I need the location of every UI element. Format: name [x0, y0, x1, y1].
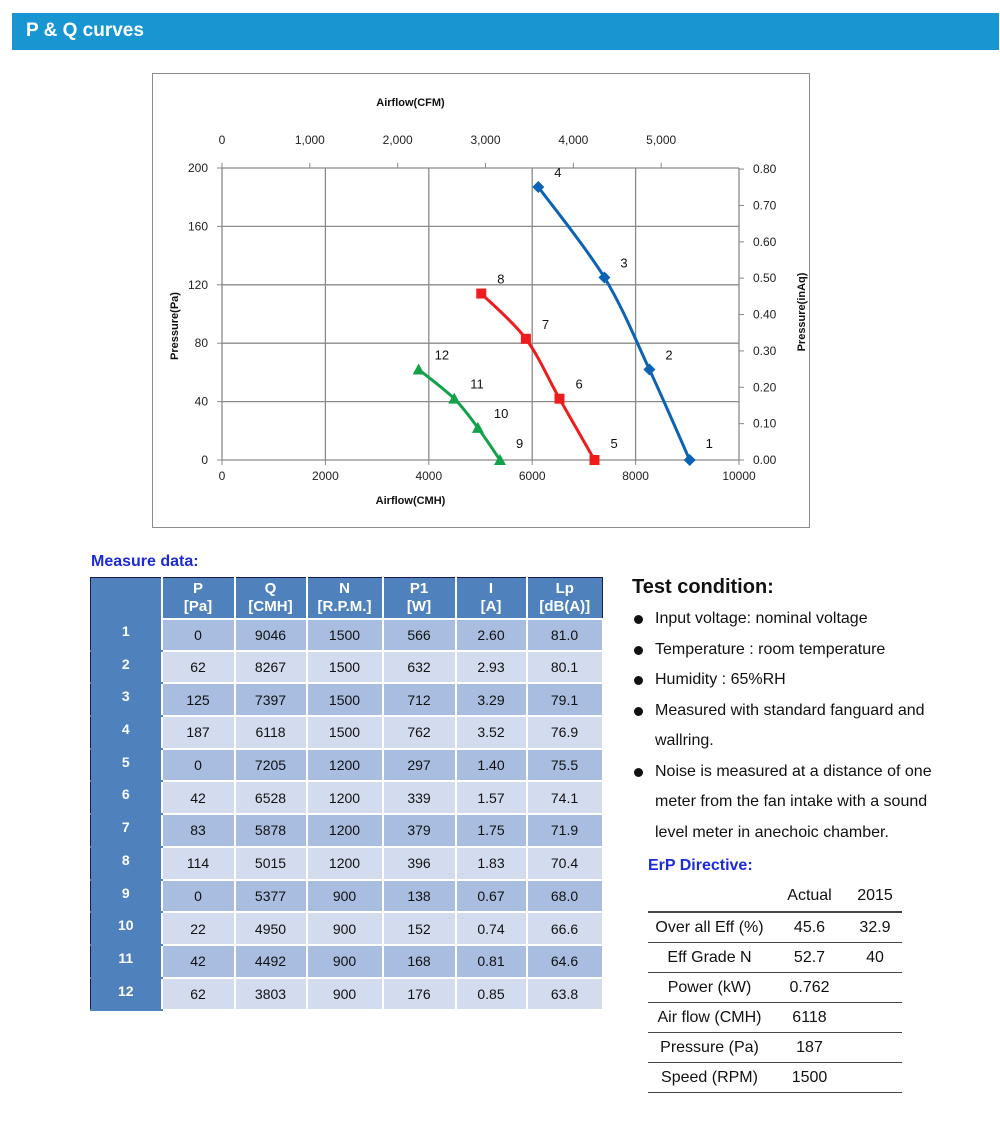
data-point-label: 11 [470, 376, 484, 392]
table-cell: 5878 [235, 814, 307, 847]
table-cell: 712 [383, 683, 456, 716]
table-row [91, 945, 603, 978]
table-row [91, 619, 603, 651]
table-cell: 125 [162, 683, 235, 716]
measure-col-header [235, 578, 307, 620]
table-cell: 900 [307, 945, 383, 978]
row-number: 5 [91, 749, 162, 782]
data-point-label: 12 [434, 347, 450, 363]
table-cell: 71.9 [527, 814, 603, 847]
condition-item: Measured with standard fanguard and wallring. [632, 696, 962, 757]
data-point-label: 8 [497, 271, 505, 287]
erp-cell: 1500 [771, 1063, 848, 1093]
data-point-label: 3 [620, 255, 628, 271]
table-cell: 396 [383, 847, 456, 880]
erp-row [648, 973, 902, 1003]
table-cell: 0 [162, 880, 235, 913]
table-cell: 74.1 [527, 781, 603, 814]
y-right-tick-label: 0.60 [753, 234, 777, 249]
col-header-unit: [Pa] [183, 598, 213, 615]
table-row [91, 880, 603, 913]
erp-row-label: Speed (RPM) [648, 1063, 771, 1093]
table-cell: 138 [383, 880, 456, 913]
row-number: 2 [91, 651, 162, 684]
measure-col-header [162, 578, 235, 620]
table-cell: 62 [162, 978, 235, 1011]
table-cell: 0.67 [456, 880, 527, 913]
table-cell: 0.85 [456, 978, 527, 1011]
col-header-name: Lp [555, 580, 574, 597]
condition-item: Humidity : 65%RH [632, 665, 962, 696]
y-right-tick-label: 0.40 [753, 307, 777, 322]
erp-row-label: Over all Eff (%) [648, 912, 771, 943]
section-banner [12, 13, 999, 50]
row-number: 4 [91, 716, 162, 749]
series-line [419, 369, 500, 460]
erp-cell: 45.6 [771, 912, 848, 943]
table-row [91, 814, 603, 847]
table-cell: 68.0 [527, 880, 603, 913]
pq-chart [152, 73, 810, 528]
table-row [91, 716, 603, 749]
erp-col-header [648, 881, 771, 912]
table-cell: 62 [162, 651, 235, 684]
table-cell: 6118 [235, 716, 307, 749]
data-point-label: 1 [705, 436, 713, 451]
test-condition-title: Test condition: [632, 576, 774, 598]
table-cell: 2.93 [456, 651, 527, 684]
col-header-unit: [dB(A)] [539, 598, 591, 615]
table-cell: 1500 [307, 716, 383, 749]
test-condition-list [632, 604, 962, 848]
x-top-axis-title: Airflow(CFM) [376, 97, 445, 109]
series-1 [532, 165, 713, 466]
col-header-unit: [R.P.M.] [317, 598, 372, 615]
measure-col-header [307, 578, 383, 620]
table-cell: 80.1 [527, 651, 603, 684]
table-cell: 42 [162, 945, 235, 978]
measure-table [90, 577, 604, 1011]
table-cell: 0 [162, 749, 235, 782]
erp-row [648, 1063, 902, 1093]
table-cell: 762 [383, 716, 456, 749]
table-row [91, 781, 603, 814]
x-top-tick-label: 5,000 [646, 133, 677, 147]
measure-corner-cell [91, 578, 162, 620]
y-right-tick-label: 0.10 [753, 416, 777, 431]
x-bottom-tick-label: 4000 [415, 469, 443, 483]
erp-col-header: Actual [771, 881, 848, 912]
row-number: 9 [91, 880, 162, 913]
table-cell: 75.5 [527, 749, 603, 782]
data-point-label: 7 [541, 316, 550, 332]
table-cell: 900 [307, 912, 383, 945]
row-number: 7 [91, 814, 162, 847]
erp-header-row [648, 881, 902, 912]
table-cell: 114 [162, 847, 235, 880]
table-cell: 7397 [235, 683, 307, 716]
measure-col-header [456, 578, 527, 620]
table-cell: 76.9 [527, 716, 603, 749]
x-top-tick-label: 0 [218, 133, 226, 147]
col-header-name: P [192, 580, 203, 597]
row-number: 3 [91, 683, 162, 716]
y-left-tick-label: 40 [194, 394, 208, 409]
table-cell: 900 [307, 880, 383, 913]
table-cell: 3803 [235, 978, 307, 1011]
condition-item: Input voltage: nominal voltage [632, 604, 962, 635]
table-cell: 900 [307, 978, 383, 1011]
table-cell: 1200 [307, 814, 383, 847]
table-cell: 1200 [307, 749, 383, 782]
y-left-tick-label: 120 [187, 277, 208, 292]
erp-cell: 187 [771, 1033, 848, 1063]
table-cell: 297 [383, 749, 456, 782]
y-right-tick-label: 0.20 [753, 380, 777, 395]
table-cell: 42 [162, 781, 235, 814]
table-cell: 1500 [307, 619, 383, 651]
col-header-unit: [A] [480, 598, 502, 615]
series-line [538, 187, 689, 460]
erp-cell: 0.762 [771, 973, 848, 1003]
erp-cell: 40 [848, 943, 902, 973]
table-cell: 3.52 [456, 716, 527, 749]
pq-chart-svg [153, 74, 809, 527]
erp-col-header: 2015 [848, 881, 902, 912]
erp-cell [848, 973, 902, 1003]
erp-row [648, 1033, 902, 1063]
y-left-tick-label: 80 [194, 336, 208, 351]
table-cell: 1200 [307, 847, 383, 880]
table-cell: 9046 [235, 619, 307, 651]
table-cell: 4950 [235, 912, 307, 945]
x-bottom-tick-label: 0 [218, 469, 226, 483]
col-header-name: N [339, 580, 350, 597]
data-point-label: 6 [575, 376, 583, 392]
x-top-tick-label: 3,000 [470, 133, 501, 147]
table-cell: 3.29 [456, 683, 527, 716]
table-row [91, 912, 603, 945]
data-point-label: 2 [665, 347, 673, 363]
data-point-label: 9 [515, 436, 524, 451]
table-row [91, 683, 603, 716]
table-cell: 64.6 [527, 945, 603, 978]
erp-title: ErP Directive: [648, 857, 753, 874]
y-left-tick-label: 160 [187, 219, 208, 234]
col-header-name: P1 [409, 580, 429, 597]
col-header-name: Q [264, 580, 277, 597]
erp-cell [848, 1033, 902, 1063]
table-cell: 66.6 [527, 912, 603, 945]
table-cell: 22 [162, 912, 235, 945]
row-number: 12 [91, 978, 162, 1011]
row-number: 10 [91, 912, 162, 945]
erp-table [648, 881, 902, 1093]
x-top-tick-label: 4,000 [558, 133, 589, 147]
y-left-tick-label: 200 [187, 161, 208, 175]
x-top-tick-label: 1,000 [294, 133, 325, 147]
erp-cell: 32.9 [848, 912, 902, 943]
table-cell: 1.75 [456, 814, 527, 847]
condition-item: Temperature : room temperature [632, 635, 962, 666]
table-cell: 6528 [235, 781, 307, 814]
row-number: 11 [91, 945, 162, 978]
measure-header-row [91, 578, 603, 620]
table-cell: 1500 [307, 651, 383, 684]
erp-row-label: Air flow (CMH) [648, 1003, 771, 1033]
table-cell: 168 [383, 945, 456, 978]
table-cell: 187 [162, 716, 235, 749]
table-cell: 152 [383, 912, 456, 945]
row-number: 8 [91, 847, 162, 880]
data-point-label: 4 [554, 164, 562, 180]
erp-row-label: Pressure (Pa) [648, 1033, 771, 1063]
y-right-axis-title: Pressure(inAq) [796, 272, 808, 352]
table-row [91, 847, 603, 880]
x-bottom-tick-label: 10000 [722, 469, 756, 483]
table-cell: 0.81 [456, 945, 527, 978]
erp-row-label: Power (kW) [648, 973, 771, 1003]
series-2 [476, 272, 617, 465]
data-point-square [521, 334, 531, 344]
erp-cell: 6118 [771, 1003, 848, 1033]
table-cell: 632 [383, 651, 456, 684]
erp-cell: 52.7 [771, 943, 848, 973]
table-cell: 7205 [235, 749, 307, 782]
table-row [91, 651, 603, 684]
x-bottom-tick-label: 6000 [518, 469, 546, 483]
y-left-axis-title: Pressure(Pa) [169, 292, 181, 360]
erp-row [648, 912, 902, 943]
y-left-tick-label: 0 [201, 453, 208, 467]
table-cell: 4492 [235, 945, 307, 978]
y-right-tick-label: 0.30 [753, 343, 777, 358]
table-cell: 2.60 [456, 619, 527, 651]
data-point-square [554, 394, 564, 404]
table-cell: 1.57 [456, 781, 527, 814]
table-cell: 1500 [307, 683, 383, 716]
table-cell: 379 [383, 814, 456, 847]
table-row [91, 749, 603, 782]
table-cell: 83 [162, 814, 235, 847]
data-point-triangle [413, 363, 425, 374]
measure-data-title: Measure data: [91, 553, 199, 570]
banner-title: P & Q curves [26, 20, 144, 41]
measure-col-header [383, 578, 456, 620]
condition-item: Noise is measured at a distance of one meter from the fan intake with a sound level meter in anechoic chamber. [632, 757, 962, 849]
table-cell: 5377 [235, 880, 307, 913]
y-right-tick-label: 0.50 [753, 271, 777, 286]
row-number: 6 [91, 781, 162, 814]
erp-cell [848, 1063, 902, 1093]
y-right-tick-label: 0.80 [753, 162, 777, 177]
data-point-square [589, 455, 599, 465]
col-header-unit: [W] [406, 598, 432, 615]
erp-row [648, 943, 902, 973]
y-right-tick-label: 0.00 [753, 453, 777, 467]
col-header-unit: [CMH] [248, 598, 293, 615]
table-cell: 339 [383, 781, 456, 814]
table-cell: 566 [383, 619, 456, 651]
table-cell: 79.1 [527, 683, 603, 716]
data-point-label: 10 [493, 405, 509, 421]
table-cell: 63.8 [527, 978, 603, 1011]
col-header-name: I [488, 580, 494, 597]
table-cell: 0 [162, 619, 235, 651]
erp-row [648, 1003, 902, 1033]
measure-col-header [527, 578, 603, 620]
x-bottom-tick-label: 2000 [312, 469, 339, 483]
data-point-diamond [684, 454, 696, 466]
x-bottom-tick-label: 8000 [622, 469, 649, 483]
table-cell: 1.83 [456, 847, 527, 880]
table-cell: 176 [383, 978, 456, 1011]
erp-cell [848, 1003, 902, 1033]
data-point-diamond [643, 363, 655, 375]
table-cell: 8267 [235, 651, 307, 684]
table-row [91, 978, 603, 1011]
table-cell: 81.0 [527, 619, 603, 651]
table-cell: 70.4 [527, 847, 603, 880]
x-top-tick-label: 2,000 [382, 133, 413, 147]
data-point-square [476, 289, 486, 299]
row-number: 1 [91, 619, 162, 651]
table-cell: 0.74 [456, 912, 527, 945]
table-cell: 1200 [307, 781, 383, 814]
x-bottom-axis-title: Airflow(CMH) [375, 495, 446, 507]
y-right-tick-label: 0.70 [753, 198, 777, 213]
erp-row-label: Eff Grade N [648, 943, 771, 973]
table-cell: 1.40 [456, 749, 527, 782]
data-point-label: 5 [610, 436, 618, 451]
table-cell: 5015 [235, 847, 307, 880]
